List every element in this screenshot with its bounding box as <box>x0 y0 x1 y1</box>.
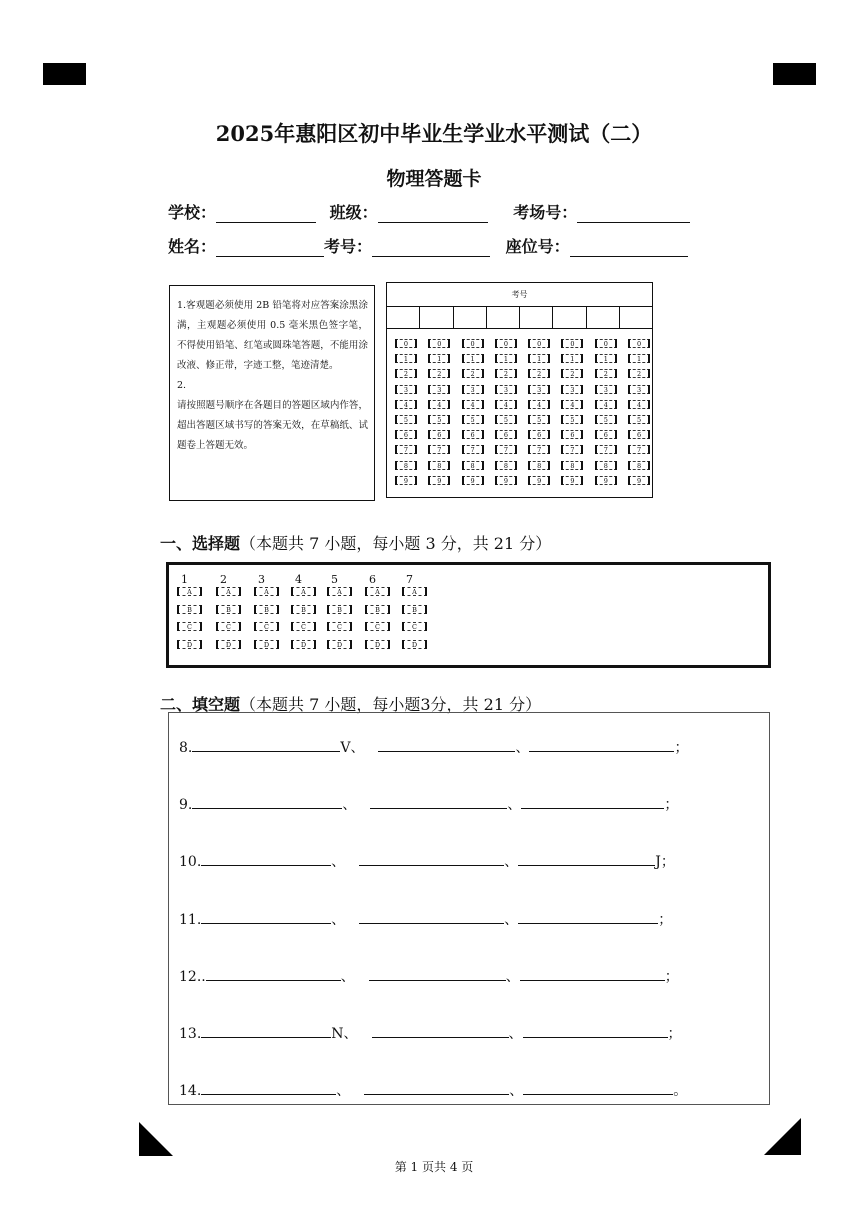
school-label: 学校： <box>168 203 217 222</box>
exam-digit-bubble[interactable]: 8 <box>462 461 484 470</box>
fill-blank[interactable] <box>529 738 674 752</box>
section1-heading <box>160 531 551 554</box>
fill-number: 8. <box>179 740 193 756</box>
exam-digit-bubble[interactable]: 9 <box>462 476 484 485</box>
room-label: 考场号： <box>513 203 578 222</box>
exam-digit-bubble[interactable]: 2 <box>528 369 550 378</box>
fill-row <box>179 737 688 757</box>
fill-blank[interactable] <box>370 795 507 809</box>
exam-digit-bubble[interactable]: 5 <box>595 415 617 424</box>
exam-digit-bubble[interactable]: 9 <box>495 476 517 485</box>
fill-blank[interactable] <box>201 1024 331 1038</box>
exam-digit-bubble[interactable]: 4 <box>561 400 583 409</box>
fill-blank[interactable] <box>523 1024 668 1038</box>
exam-digit-bubble[interactable]: 8 <box>395 461 417 470</box>
exam-digit-bubble[interactable]: 3 <box>561 385 583 394</box>
choice-bubble[interactable]: B <box>254 605 279 614</box>
exam-digit-bubble[interactable]: 8 <box>561 461 583 470</box>
exam-digit-bubble[interactable]: 8 <box>595 461 617 470</box>
fill-end: ； <box>664 968 679 985</box>
exam-digit-bubble[interactable]: 1 <box>462 354 484 363</box>
class-field[interactable] <box>378 207 488 223</box>
choice-answer-box <box>166 562 771 668</box>
fill-sep: 、 <box>507 797 522 814</box>
exam-digit-bubble[interactable]: 0 <box>462 339 484 348</box>
name-label: 姓名： <box>168 237 217 256</box>
exam-digit-bubble[interactable]: 1 <box>495 354 517 363</box>
choice-bubble[interactable]: C <box>177 622 202 631</box>
exam-digit-bubble[interactable]: 5 <box>528 415 550 424</box>
choice-bubble[interactable]: D <box>402 640 427 649</box>
choice-bubble[interactable]: B <box>216 605 241 614</box>
question-number: 6 <box>369 573 376 586</box>
exam-digit-bubble[interactable]: 6 <box>561 430 583 439</box>
exam-digit-bubble[interactable]: 7 <box>462 445 484 454</box>
exam-digit-bubble[interactable]: 4 <box>528 400 550 409</box>
exam-digit-bubble[interactable]: 9 <box>628 476 650 485</box>
fill-sep: 、 <box>342 797 357 814</box>
choice-bubble[interactable]: C <box>254 622 279 631</box>
top-left-marker <box>43 63 86 85</box>
choice-question-7 <box>402 573 432 657</box>
choice-bubble[interactable]: B <box>365 605 390 614</box>
choice-bubble[interactable]: A <box>291 587 316 596</box>
choice-bubble[interactable]: D <box>177 640 202 649</box>
fill-blank[interactable] <box>523 1081 673 1095</box>
choice-bubble[interactable]: D <box>254 640 279 649</box>
choice-bubble[interactable]: D <box>291 640 316 649</box>
page-subtitle: 物理答题卡 <box>386 168 482 190</box>
exam-digit-bubble[interactable]: 6 <box>462 430 484 439</box>
choice-bubble[interactable]: A <box>402 587 427 596</box>
exam-digit-bubble[interactable]: 7 <box>395 445 417 454</box>
exam-bubble-row <box>395 430 661 445</box>
exam-digit-bubble[interactable]: 1 <box>595 354 617 363</box>
exam-digit-bubble[interactable]: 3 <box>462 385 484 394</box>
exam-digit-bubble[interactable]: 4 <box>462 400 484 409</box>
fill-blank[interactable] <box>201 1081 336 1095</box>
exam-digit-bubble[interactable]: 6 <box>495 430 517 439</box>
exam-digit-bubble[interactable]: 1 <box>628 354 650 363</box>
fill-row <box>179 966 679 986</box>
exam-no-field[interactable] <box>372 241 490 257</box>
fill-sep: 、 <box>331 854 346 871</box>
exam-digit-bubble[interactable]: 3 <box>395 385 417 394</box>
exam-digit-cell[interactable] <box>387 307 420 328</box>
exam-digit-bubble[interactable]: 0 <box>528 339 550 348</box>
fill-sep: N、 <box>331 1026 358 1042</box>
info-row-2 <box>168 234 688 257</box>
choice-bubble[interactable]: C <box>327 622 352 631</box>
choice-question-2 <box>216 573 246 657</box>
fill-blank[interactable] <box>201 910 331 924</box>
exam-digit-cell[interactable] <box>520 307 553 328</box>
fill-blank[interactable] <box>518 852 655 866</box>
exam-digit-bubble[interactable]: 4 <box>395 400 417 409</box>
exam-digit-bubble[interactable]: 2 <box>428 369 450 378</box>
exam-digit-bubble[interactable]: 8 <box>628 461 650 470</box>
choice-question-3 <box>254 573 284 657</box>
question-number: 4 <box>295 573 302 586</box>
exam-no-label: 考号： <box>324 237 373 256</box>
choice-bubble[interactable]: B <box>291 605 316 614</box>
fill-sep: 、 <box>515 740 530 756</box>
exam-digit-bubble[interactable]: 8 <box>495 461 517 470</box>
fill-blank[interactable] <box>520 967 665 981</box>
exam-digit-bubble[interactable]: 1 <box>561 354 583 363</box>
exam-digit-bubble[interactable]: 1 <box>528 354 550 363</box>
exam-digit-bubble[interactable]: 5 <box>561 415 583 424</box>
page-title: 2025年惠阳区初中毕业生学业水平测试（二） <box>215 121 653 146</box>
fill-answer-box <box>168 712 770 1105</box>
exam-digit-bubble[interactable]: 9 <box>428 476 450 485</box>
choice-bubble[interactable]: C <box>365 622 390 631</box>
choice-bubble[interactable]: D <box>216 640 241 649</box>
instruction-2: 请按照题号顺序在各题目的答题区域内作答，超出答题区域书写的答案无效，在草稿纸、试题卷上答题无效。 <box>177 400 368 451</box>
question-number: 3 <box>258 573 265 586</box>
fill-end: 。 <box>673 1083 688 1100</box>
choice-bubble[interactable]: A <box>216 587 241 596</box>
exam-digit-bubble[interactable]: 5 <box>495 415 517 424</box>
exam-digit-bubble[interactable]: 3 <box>428 385 450 394</box>
fill-row <box>179 794 678 814</box>
section1-title: 一、选择题 <box>160 534 241 553</box>
exam-digit-bubble[interactable]: 0 <box>395 339 417 348</box>
choice-bubble[interactable]: C <box>216 622 241 631</box>
fill-end: J； <box>655 854 675 871</box>
exam-digit-cell[interactable] <box>553 307 586 328</box>
choice-bubble[interactable]: C <box>402 622 427 631</box>
class-label: 班级： <box>329 203 378 222</box>
fill-sep: 、 <box>504 911 519 928</box>
exam-digit-bubble[interactable]: 6 <box>395 430 417 439</box>
fill-row <box>179 851 675 871</box>
exam-digit-bubble[interactable]: 7 <box>628 445 650 454</box>
section2-desc: （本题共 7 小题，每小题3分，共 21 分） <box>240 695 542 714</box>
exam-bubble-grid <box>395 339 661 491</box>
exam-digit-bubble[interactable]: 3 <box>495 385 517 394</box>
exam-digit-bubble[interactable]: 7 <box>561 445 583 454</box>
question-number: 2 <box>220 573 227 586</box>
fill-number: 12.. <box>179 968 206 985</box>
fill-blank[interactable] <box>372 1024 509 1038</box>
exam-bubble-row <box>395 369 661 384</box>
exam-digit-bubble[interactable]: 4 <box>595 400 617 409</box>
exam-digit-bubble[interactable]: 6 <box>428 430 450 439</box>
seat-field[interactable] <box>570 241 688 257</box>
exam-digit-bubble[interactable]: 5 <box>462 415 484 424</box>
exam-digit-bubble[interactable]: 3 <box>628 385 650 394</box>
top-right-marker <box>773 63 816 85</box>
exam-digit-bubble[interactable]: 9 <box>528 476 550 485</box>
fill-number: 11. <box>179 911 202 928</box>
exam-digit-bubble[interactable]: 0 <box>628 339 650 348</box>
exam-digit-bubble[interactable]: 2 <box>495 369 517 378</box>
exam-digit-bubble[interactable]: 0 <box>428 339 450 348</box>
fill-blank[interactable] <box>378 738 515 752</box>
fill-blank[interactable] <box>518 910 658 924</box>
exam-digit-bubble[interactable]: 9 <box>595 476 617 485</box>
exam-digit-bubble[interactable]: 7 <box>595 445 617 454</box>
exam-digit-bubble[interactable]: 9 <box>561 476 583 485</box>
fill-end: ； <box>674 740 689 756</box>
page-number: 第 1 页共 4 页 <box>394 1160 474 1174</box>
exam-digit-bubble[interactable]: 6 <box>528 430 550 439</box>
exam-digit-cell[interactable] <box>420 307 453 328</box>
exam-digit-bubble[interactable]: 2 <box>462 369 484 378</box>
exam-digit-bubble[interactable]: 0 <box>561 339 583 348</box>
exam-digit-cell[interactable] <box>620 307 652 328</box>
exam-digit-bubble[interactable]: 1 <box>428 354 450 363</box>
fill-sep: 、 <box>340 968 355 985</box>
exam-digit-bubble[interactable]: 7 <box>495 445 517 454</box>
exam-bubble-row <box>395 339 661 354</box>
section1-desc: （本题共 7 小题，每小题 3 分，共 21 分） <box>240 534 552 553</box>
bottom-right-marker <box>764 1118 801 1155</box>
fill-number: 13. <box>179 1026 202 1042</box>
choice-bubble[interactable]: B <box>402 605 427 614</box>
fill-end: ； <box>658 911 673 928</box>
fill-blank[interactable] <box>359 852 504 866</box>
exam-bubble-row <box>395 415 661 430</box>
fill-sep: 、 <box>504 854 519 871</box>
fill-end: ； <box>664 797 679 814</box>
exam-digit-bubble[interactable]: 0 <box>595 339 617 348</box>
exam-bubble-row <box>395 385 661 400</box>
fill-end: ； <box>667 1026 682 1042</box>
fill-blank[interactable] <box>364 1081 509 1095</box>
choice-bubble[interactable]: A <box>254 587 279 596</box>
exam-digit-cell[interactable] <box>487 307 520 328</box>
fill-number: 9. <box>179 797 193 814</box>
choice-bubble[interactable]: A <box>365 587 390 596</box>
exam-digit-bubble[interactable]: 3 <box>595 385 617 394</box>
exam-digit-bubble[interactable]: 7 <box>428 445 450 454</box>
choice-bubble[interactable]: B <box>327 605 352 614</box>
exam-digit-bubble[interactable]: 4 <box>628 400 650 409</box>
instruction-2-number: 2. <box>177 380 187 391</box>
instructions-box <box>169 285 375 501</box>
bottom-left-marker <box>139 1122 173 1156</box>
exam-bubble-row <box>395 354 661 369</box>
exam-digit-cell[interactable] <box>587 307 620 328</box>
fill-sep: 、 <box>336 1083 351 1100</box>
exam-digit-bubble[interactable]: 2 <box>561 369 583 378</box>
exam-digit-bubble[interactable]: 5 <box>428 415 450 424</box>
fill-row <box>179 1023 682 1043</box>
section2-title: 二、填空题 <box>160 695 241 714</box>
fill-sep: 、 <box>505 968 520 985</box>
school-field[interactable] <box>216 207 316 223</box>
fill-blank[interactable] <box>369 967 506 981</box>
choice-question-4 <box>291 573 321 657</box>
exam-digit-bubble[interactable]: 4 <box>495 400 517 409</box>
question-number: 5 <box>331 573 338 586</box>
fill-blank[interactable] <box>192 738 340 752</box>
choice-bubble[interactable]: A <box>177 587 202 596</box>
choice-question-5 <box>327 573 357 657</box>
exam-number-label: 考号 <box>387 283 652 307</box>
exam-bubble-row <box>395 461 661 476</box>
fill-blank[interactable] <box>521 795 664 809</box>
fill-blank[interactable] <box>201 852 331 866</box>
exam-digit-bubble[interactable]: 1 <box>395 354 417 363</box>
exam-digit-bubble[interactable]: 6 <box>595 430 617 439</box>
exam-bubble-row <box>395 476 661 491</box>
fill-row <box>179 1080 687 1100</box>
fill-blank[interactable] <box>359 910 504 924</box>
exam-digit-bubble[interactable]: 2 <box>595 369 617 378</box>
choice-bubble[interactable]: B <box>177 605 202 614</box>
exam-digit-bubble[interactable]: 7 <box>528 445 550 454</box>
fill-sep: 、 <box>331 911 346 928</box>
room-field[interactable] <box>577 207 690 223</box>
fill-sep: 、 <box>508 1026 523 1042</box>
exam-digit-bubble[interactable]: 5 <box>395 415 417 424</box>
exam-digit-bubble[interactable]: 5 <box>628 415 650 424</box>
exam-digit-bubble[interactable]: 8 <box>528 461 550 470</box>
exam-digit-bubble[interactable]: 9 <box>395 476 417 485</box>
exam-digit-bubble[interactable]: 8 <box>428 461 450 470</box>
fill-sep: V、 <box>340 740 365 756</box>
fill-sep: 、 <box>509 1083 524 1100</box>
fill-number: 10. <box>179 854 202 871</box>
info-row-1 <box>168 200 690 223</box>
exam-number-cells <box>387 307 652 329</box>
choice-question-1 <box>177 573 207 657</box>
exam-bubble-row <box>395 445 661 460</box>
fill-blank[interactable] <box>192 795 342 809</box>
question-number: 1 <box>181 573 188 586</box>
name-field[interactable] <box>216 241 324 257</box>
exam-digit-bubble[interactable]: 6 <box>628 430 650 439</box>
exam-digit-bubble[interactable]: 4 <box>428 400 450 409</box>
exam-digit-bubble[interactable]: 3 <box>528 385 550 394</box>
seat-label: 座位号： <box>505 237 570 256</box>
question-number: 7 <box>406 573 413 586</box>
exam-digit-cell[interactable] <box>454 307 487 328</box>
fill-number: 14. <box>179 1083 202 1100</box>
exam-bubble-row <box>395 400 661 415</box>
instruction-1: 1.客观题必须使用 2B 铅笔将对应答案涂黑涂满，主观题必须使用 0.5 毫米黑色签字笔，不得使用铅笔、红笔或圆珠笔答题，不能用涂改液、修正带，字迹工整，笔迹清楚。 <box>177 300 368 371</box>
exam-digit-bubble[interactable]: 0 <box>495 339 517 348</box>
choice-bubble[interactable]: A <box>327 587 352 596</box>
exam-number-box <box>386 282 653 498</box>
exam-digit-bubble[interactable]: 2 <box>395 369 417 378</box>
exam-digit-bubble[interactable]: 2 <box>628 369 650 378</box>
fill-row <box>179 909 672 929</box>
fill-blank[interactable] <box>206 967 341 981</box>
choice-bubble[interactable]: D <box>365 640 390 649</box>
choice-bubble[interactable]: D <box>327 640 352 649</box>
choice-question-6 <box>365 573 395 657</box>
choice-bubble[interactable]: C <box>291 622 316 631</box>
